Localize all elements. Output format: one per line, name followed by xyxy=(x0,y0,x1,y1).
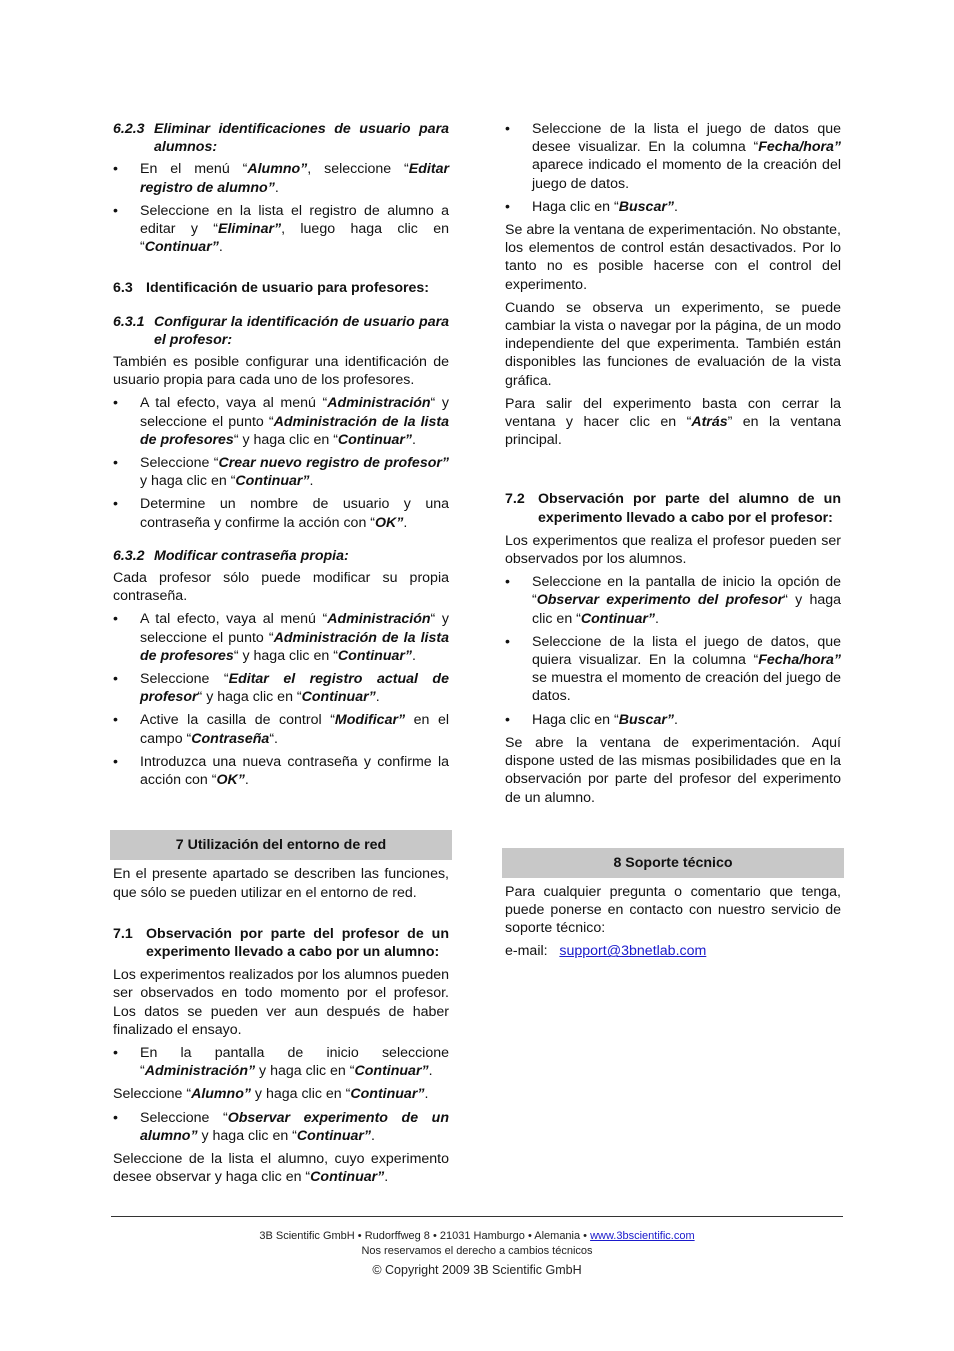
email-link[interactable]: support@3bnetlab.com xyxy=(559,943,707,960)
heading-7-2: 7.2 Observación por parte del alumno de un experimento llevado a cabo por el profesor: xyxy=(505,491,841,526)
list-item: • Seleccione “Observar experimento de un alumno” y haga clic en “Continuar”. xyxy=(113,1109,449,1145)
email-line xyxy=(505,942,841,960)
footer xyxy=(111,1229,843,1278)
list-item: • Seleccione en la pantalla de inicio la opción de “Observar experimento del profesor“ y haga clic en “Continuar”. xyxy=(505,573,841,628)
list-item: • Seleccione de la lista el juego de datos, que quiera visualizar. En la columna “Fecha/hora” se muestra el momento de creación del juego de datos. xyxy=(505,633,841,706)
list-item: • Seleccione en la lista el registro de alumno a editar y “Eliminar”, luego haga clic en “Continuar”. xyxy=(113,202,449,257)
paragraph: Los experimentos que realiza el profesor pueden ser observados por los alumnos. xyxy=(505,532,841,568)
list-item: • Haga clic en “Buscar”. xyxy=(505,711,841,729)
paragraph: En el presente apartado se describen las funciones, que sólo se pueden utilizar en el entorno de red. xyxy=(113,866,449,901)
paragraph: Cuando se observa un experimento, se puede cambiar la vista o navegar por la página, de un modo independiente del que experimenta. También están disponibles las funciones de evaluación de la vista gráfica. xyxy=(505,299,841,389)
right-column xyxy=(505,120,841,966)
list-item: • A tal efecto, vaya al menú “Administración“ y seleccione el punto “Administración de la lista de profesores“ y haga clic en “Continuar”. xyxy=(113,394,449,449)
paragraph: Cada profesor sólo puede modificar su propia contraseña. xyxy=(113,570,449,605)
heading-6-2-3: 6.2.3 Eliminar identificaciones de usuario para alumnos: xyxy=(113,121,449,156)
list-item: • Seleccione “Crear nuevo registro de profesor” y haga clic en “Continuar”. xyxy=(113,454,449,490)
list-item: • Introduzca una nueva contraseña y confirme la acción con “OK”. xyxy=(113,753,449,789)
list-item: • Active la casilla de control “Modificar” en el campo “Contraseña“. xyxy=(113,711,449,747)
list-item: • En la pantalla de inicio seleccione “Administración” y haga clic en “Continuar”. xyxy=(113,1044,449,1080)
paragraph: Seleccione de la lista el alumno, cuyo experimento desee observar y haga clic en “Continuar”. xyxy=(113,1150,449,1186)
list-item: • Haga clic en “Buscar”. xyxy=(505,198,841,216)
footer-rights: Nos reservamos el derecho a cambios técnicos xyxy=(361,1245,593,1257)
email-label: e-mail: xyxy=(505,943,548,960)
heading-7-1: 7.1 Observación por parte del profesor de un experimento llevado a cabo por un alumno: xyxy=(113,925,449,960)
website-link[interactable]: www.3bscientific.com xyxy=(590,1230,695,1242)
left-column xyxy=(113,120,449,1191)
paragraph: Se abre la ventana de experimentación. Aquí dispone usted de las mismas posibilidades que en la observación por parte del profesor del experimento de un alumno. xyxy=(505,734,841,806)
paragraph: Para cualquier pregunta o comentario que tenga, puede ponerse en contacto con nuestro servicio de soporte técnico: xyxy=(505,883,841,937)
list-item: • A tal efecto, vaya al menú “Administración“ y seleccione el punto “Administración de la lista de profesores“ y haga clic en “Continuar”. xyxy=(113,610,449,665)
paragraph: Se abre la ventana de experimentación. No obstante, los elementos de control están desactivados. Por lo tanto no es posible hacerse con el control del experimento. xyxy=(505,222,841,293)
list-item: • Seleccione de la lista el juego de datos que desee visualizar. En la columna “Fecha/hora” aparece indicado el momento de la creación del juego de datos. xyxy=(505,120,841,193)
heading-6-3: 6.3 Identificación de usuario para profesores: xyxy=(113,280,430,297)
heading-6-3-2: 6.3.2 Modificar contraseña propia: xyxy=(113,547,349,564)
heading-6-3-1: 6.3.1 Configurar la identificación de usuario para el profesor: xyxy=(113,313,449,348)
section-7-heading: 7 Utilización del entorno de red xyxy=(110,830,452,860)
footer-divider xyxy=(111,1216,843,1217)
paragraph: Los experimentos realizados por los alumnos pueden ser observados en todo momento por el profesor. Los datos se pueden ver aun después de haber finalizado el ensayo. xyxy=(113,967,449,1038)
paragraph: También es posible configurar una identificación de usuario propia para cada uno de los profesores. xyxy=(113,354,449,389)
list-item: • En el menú “Alumno”, seleccione “Editar registro de alumno”. xyxy=(113,160,449,196)
footer-copyright: © Copyright 2009 3B Scientific GmbH xyxy=(372,1263,582,1277)
list-item: • Seleccione “Editar el registro actual de profesor“ y haga clic en “Continuar”. xyxy=(113,670,449,706)
paragraph: Para salir del experimento basta con cerrar la ventana y hacer clic en “Atrás” en la ventana principal. xyxy=(505,395,841,449)
list-item: • Determine un nombre de usuario y una contraseña y confirme la acción con “OK”. xyxy=(113,495,449,531)
footer-address-line: 3B Scientific GmbH • Rudorffweg 8 • 21031 Hamburgo • Alemania • www.3bscientific.com xyxy=(259,1230,695,1242)
section-8-heading: 8 Soporte técnico xyxy=(502,848,844,878)
paragraph: Seleccione “Alumno” y haga clic en “Continuar”. xyxy=(113,1086,429,1103)
